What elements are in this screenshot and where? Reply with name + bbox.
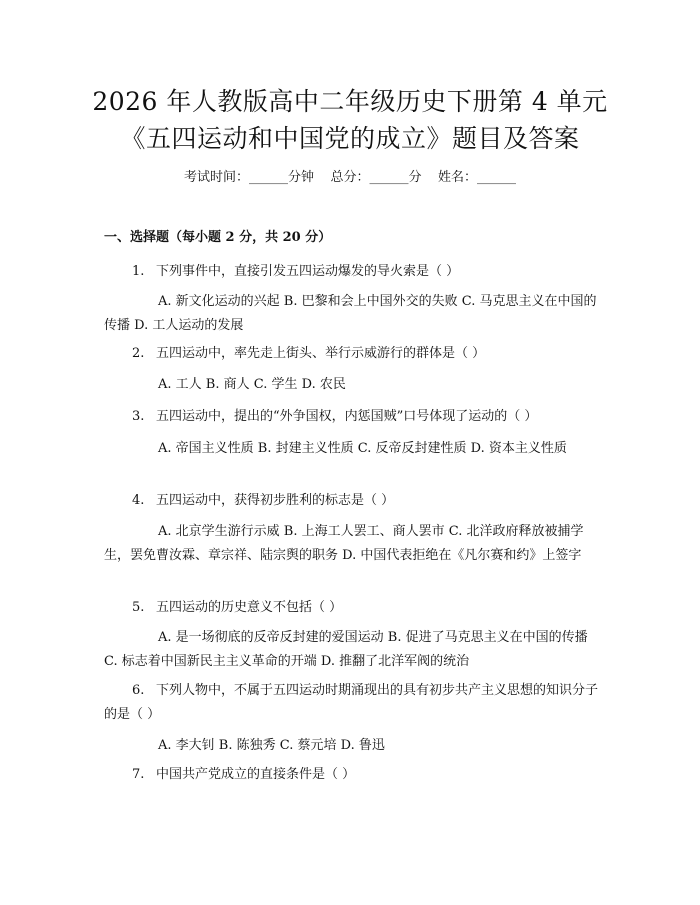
question-4: [104, 489, 599, 513]
question-number: 3.: [132, 409, 145, 424]
question-number: 2.: [132, 346, 145, 361]
question-stem: 五四运动中，提出的“外争国权，内惩国贼”口号体现了运动的（ ）: [156, 409, 538, 424]
document-title-line-1: 2026 年人教版高中二年级历史下册第 4 单元: [92, 87, 608, 116]
question-5-options: A. 是一场彻底的反帝反封建的爱国运动 B. 促进了马克思主义在中国的传播 C. 标志着中国新民主主义革命的开端 D. 推翻了北洋军阀的统治: [104, 630, 588, 669]
question-stem: 中国共产党成立的直接条件是（ ）: [156, 767, 356, 782]
question-2-options: A. 工人 B. 商人 C. 学生 D. 农民: [158, 377, 346, 392]
question-1-options: A. 新文化运动的兴起 B. 巴黎和会上中国外交的失败 C. 马克思主义在中国的传播 D. 工人运动的发展: [104, 294, 597, 333]
question-number: 5.: [132, 600, 145, 615]
question-6: [104, 679, 599, 727]
question-number: 7.: [132, 767, 145, 782]
document-title-line-2: 《五四运动和中国党的成立》题目及答案: [120, 124, 580, 153]
section-heading: 一、选择题（每小题 2 分，共 20 分）: [104, 230, 332, 245]
question-3-options: A. 帝国主义性质 B. 封建主义性质 C. 反帝反封建性质 D. 资本主义性质: [158, 441, 567, 456]
question-6-options: A. 李大钊 B. 陈独秀 C. 蔡元培 D. 鲁迅: [158, 738, 385, 753]
question-number: 4.: [132, 493, 145, 508]
question-7: [104, 763, 599, 787]
question-5: [104, 596, 599, 620]
question-stem: 五四运动的历史意义不包括（ ）: [156, 600, 343, 615]
question-stem: 五四运动中，率先走上街头、举行示威游行的群体是（ ）: [156, 346, 486, 361]
exam-meta-line: 考试时间：______分钟 总分：______分 姓名：______: [183, 170, 517, 185]
question-stem: 五四运动中，获得初步胜利的标志是（ ）: [156, 493, 395, 508]
question-number: 6.: [132, 683, 145, 698]
question-stem: 下列人物中，不属于五四运动时期涌现出的具有初步共产主义思想的知识分子的是（ ）: [104, 683, 599, 722]
question-stem: 下列事件中，直接引发五四运动爆发的导火索是（ ）: [156, 264, 460, 279]
question-2: [104, 342, 599, 366]
question-3: [104, 405, 599, 429]
question-1: [104, 260, 599, 284]
question-4-options: A. 北京学生游行示威 B. 上海工人罢工、商人罢市 C. 北洋政府释放被捕学生，罢免曹汝霖、章宗祥、陆宗舆的职务 D. 中国代表拒绝在《凡尔赛和约》上签字: [104, 524, 584, 563]
question-number: 1.: [132, 264, 145, 279]
